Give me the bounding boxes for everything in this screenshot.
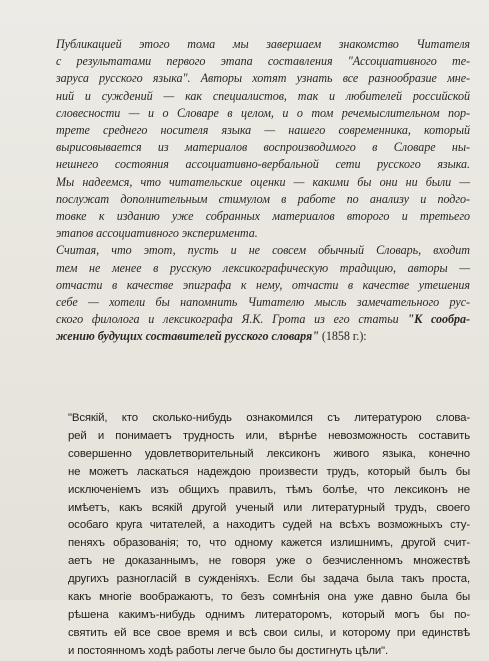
text-line xyxy=(26,311,470,328)
intro-paragraph-2 xyxy=(26,242,470,345)
quote-line: совершенно удовлетворительный лексиконъ живого языка, конечно xyxy=(68,447,470,460)
quote-line: другихъ разногласій в сужденіяхъ. Если бы задача была такъ проста, xyxy=(68,573,470,586)
quote-line: пеняхъ образованія; то, что одному кажется излишнимъ, другой счит- xyxy=(68,537,470,550)
article-title-part-1: "К сообра- xyxy=(407,312,470,327)
text-line: нешнего состояния ассоциативно-вербальной сети русского языка. xyxy=(56,157,470,172)
quote-line: особаго круга читателей, а находитъ судей на всѣхъ возможныхъ сту- xyxy=(68,519,470,532)
text-line: отчасти в качестве эпиграфа к нему, отчасти в качестве утешения xyxy=(56,277,470,292)
article-title-part-2: жению будущих составителей русского словаря" xyxy=(56,329,319,344)
quote-line: не можетъ ласкаться надеждою произвести трудъ, который былъ бы xyxy=(68,465,470,478)
text-line: с результатами первого этапа составления "Ассоциативного те- xyxy=(56,54,470,69)
quote-line: святить ей все свое время и всѣ свои силы, и которому при единствѣ xyxy=(68,626,470,639)
quote-line: рей и понимаетъ трудность или, вѣрнѣе невозможность составить xyxy=(68,429,470,442)
text-line: тем не менее в русскую лексикографическую традицию, авторы — xyxy=(56,260,470,275)
text-line: словесности — и о Словаре в целом, и о том речемыслительном пор- xyxy=(56,105,470,120)
text-line: вырисовывается из материалов воспроизводимого в Словаре ны- xyxy=(56,140,470,155)
intro-paragraph-1 xyxy=(26,36,470,242)
quote-line: аетъ не доказаннымъ, не говоря уже о безчисленномъ множествѣ xyxy=(68,555,470,568)
quote-line: исключенiемъ изъ общихъ правилъ, тѣмъ болѣе, что лексиконъ не xyxy=(68,483,470,496)
text-line: заруса русского языка". Авторы хотят узнать все разнообразие мне- xyxy=(56,71,470,86)
text-line: Считая, что этот, пусть и не совсем обычный Словарь, входит xyxy=(56,243,470,258)
text-run: ского филолога и лексикографа Я.К. Грота из его статьи xyxy=(56,312,399,327)
text-line: этапов ассоциативного эксперимента. xyxy=(56,226,258,241)
text-line: ний и суждений — как специалистов, так и любителей российской xyxy=(56,88,470,103)
quote-line: какъ многіе воображаютъ, то безъ сомнѣнія она уже давно была бы xyxy=(68,591,470,604)
intro-section xyxy=(26,36,470,346)
text-line: товке к изданию уже собранных материалов второго и третьего xyxy=(56,209,470,224)
text-line: Мы надеемся, что читательские оценки — какими бы они ни были — xyxy=(56,174,470,189)
text-line: Публикацией этого тома мы завершаем знакомство Читателя xyxy=(56,37,470,51)
text-line: себе — хотели бы напомнить Читателю мысль замечательного рус- xyxy=(56,295,470,310)
quote-line: рѣшена какимъ-нибудь однимъ литераторомъ, который могъ бы по- xyxy=(68,608,470,621)
grot-quote xyxy=(46,410,470,661)
article-year: (1858 г.): xyxy=(321,329,367,344)
text-line: трете среднего носителя языка — нашего современника, который xyxy=(56,123,470,138)
quote-paragraph xyxy=(46,410,470,661)
text-line xyxy=(26,328,470,345)
text-line: послужат дополнительным стимулом в работе по анализу и подго- xyxy=(56,191,470,206)
quote-line: "Всякій, кто сколько-нибудь ознакомился съ литературою слова- xyxy=(68,412,470,424)
quote-line: и постоянномъ ходѣ работы легче было бы достигнуть цѣли". xyxy=(68,644,388,657)
quote-line: имѣетъ, какъ всякій другой ученый или литературный трудъ, своего xyxy=(68,501,470,514)
